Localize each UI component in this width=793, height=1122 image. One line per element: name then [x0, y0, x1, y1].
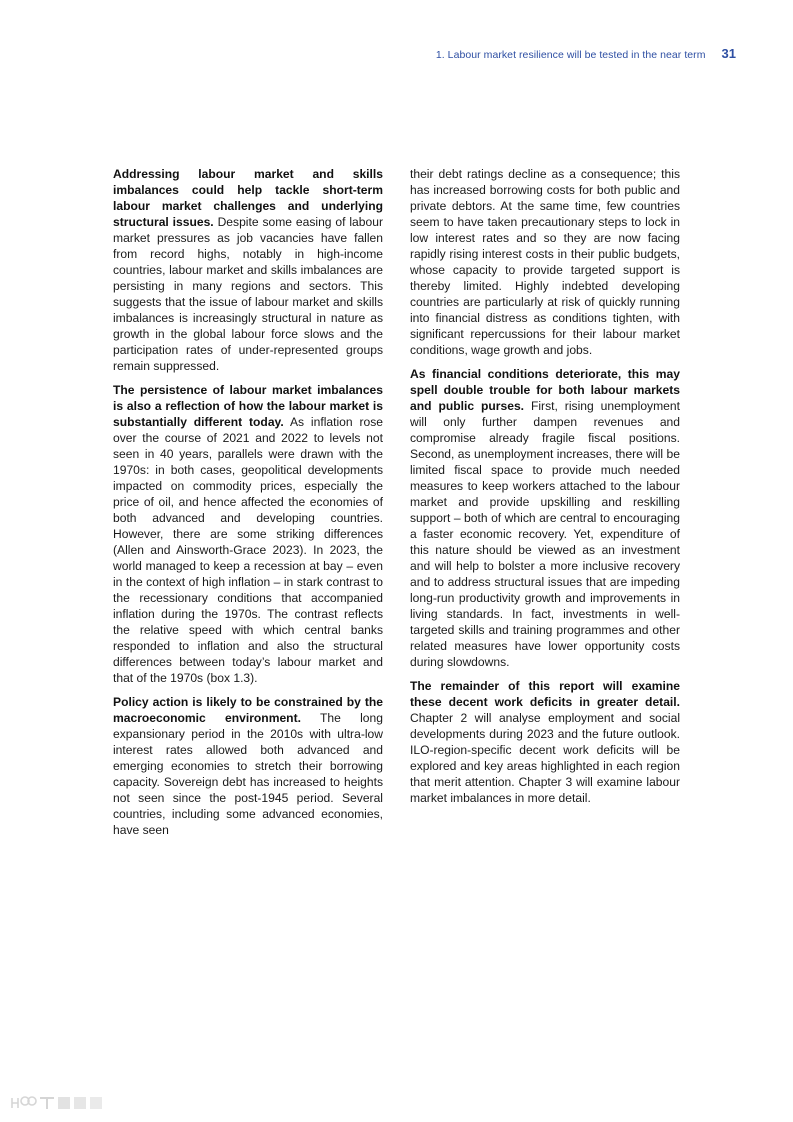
paragraph	[410, 166, 680, 358]
left-column	[113, 166, 383, 838]
paragraph-body: First, rising unemployment will only further dampen revenues and compromise already fragile fiscal positions. Second, as unemployment increases, there will be limited fiscal space to provide much needed measures to keep workers attached to the labour market and provide upskilling and reskilling support – both of which are central to encouraging a faster economic recovery. Yet, expenditure of this nature should be viewed as an investment and will help to bolster a more inclusive recovery and to address structural issues that are impeding long-run productivity growth and improvements in living standards. In fact, investments in well-targeted skills and training programmes and other related measures have lower opportunity costs during slowdowns.	[410, 399, 680, 669]
paragraph-lead: Policy action is likely to be constrained by the macroeconomic environment.	[113, 695, 383, 725]
running-header-title: 1. Labour market resilience will be tested in the near term	[435, 49, 706, 61]
paragraph	[410, 678, 680, 806]
paragraph	[113, 166, 383, 374]
paragraph-body: Despite some easing of labour market pressures as job vacancies have fallen from record highs, notably in high-income countries, labour market and skills imbalances are persisting in many regions and sectors. This suggests that the issue of labour market and skills imbalances is increasingly structural in nature as growth in the global labour force slows and the participation rates of under-represented groups remain suppressed.	[113, 215, 383, 373]
paragraph	[410, 366, 680, 670]
paragraph-body: As inflation rose over the course of 2021 and 2022 to levels not seen in 40 years, parallels were drawn with the 1970s: in both cases, geopolitical developments impacted on commodity prices, especially the price of oil, and hence affected the economies of both advanced and developing countries. However, there are some striking differences (Allen and Ainsworth-Grace 2023). In 2023, the world managed to keep a recession at bay – even in the context of high inflation – in stark contrast to the recessionary conditions that accompanied inflation during the 1970s. The contrast reflects the relative speed with which central banks responded to inflation and also the structural differences between today’s labour market and that of the 1970s (box 1.3).	[113, 415, 383, 685]
watermark-logo-icon	[8, 1092, 108, 1114]
paragraph-body: Chapter 2 will analyse employment and social developments during 2023 and the future outlook. ILO-region-specific decent work deficits will be explored and key areas highlighted in each region that merit attention. Chapter 3 will examine labour market imbalances in more detail.	[410, 711, 680, 805]
right-column	[410, 166, 680, 806]
paragraph	[113, 694, 383, 838]
paragraph-lead: The persistence of labour market imbalances is also a reflection of how the labour market is substantially different today.	[113, 383, 383, 429]
paragraph-lead: The remainder of this report will examine these decent work deficits in greater detail.	[410, 679, 680, 709]
paragraph-lead: Addressing labour market and skills imbalances could help tackle short-term labour market challenges and underlying structural issues.	[113, 167, 383, 229]
paragraph	[113, 382, 383, 686]
paragraph-lead: As financial conditions deteriorate, this may spell double trouble for both labour markets and public purses.	[410, 367, 680, 413]
paragraph-body: their debt ratings decline as a consequence; this has increased borrowing costs for both public and private debtors. At the same time, few countries seem to have taken precautionary steps to lock in low interest rates and so they are now facing rapidly rising interest costs in their public budgets, whose capacity to provide targeted support is thereby limited. Highly indebted developing countries are particularly at risk of quickly running into financial distress as conditions tighten, with significant repercussions for their labour market conditions, wage growth and jobs.	[410, 167, 680, 357]
running-header	[436, 46, 736, 61]
paragraph-body: The long expansionary period in the 2010s with ultra-low interest rates allowed both advanced and emerging economies to stretch their borrowing capacity. Sovereign debt has increased to heights not seen since the post-1945 period. Several countries, including some advanced economies, have seen	[113, 711, 383, 837]
page-number: 31	[721, 46, 736, 61]
